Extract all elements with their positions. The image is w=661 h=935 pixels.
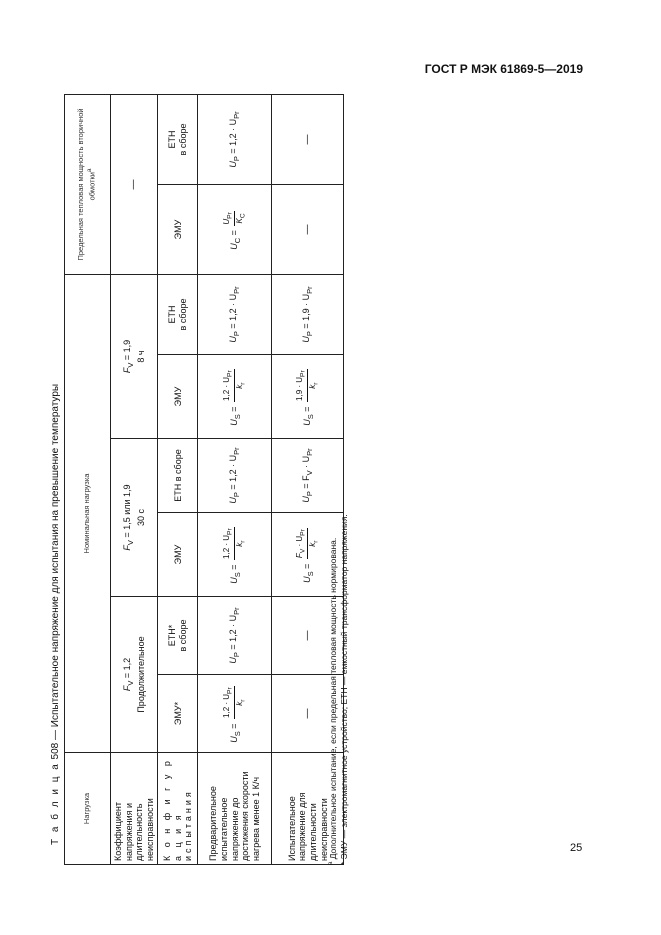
fv-symbol: F xyxy=(122,685,133,692)
sub-s: S xyxy=(233,572,243,578)
cell-dash-2: — xyxy=(272,597,344,675)
formula-uc xyxy=(198,184,272,274)
sub-pr: Pr xyxy=(226,212,234,219)
sym-u: U xyxy=(229,577,240,584)
fv19-value: = 1,9 xyxy=(122,339,133,363)
rhs-12: = 1,2 · U xyxy=(228,454,239,493)
num-12: 1,2 · U xyxy=(221,693,231,718)
cell-limit-factor: — xyxy=(111,94,158,274)
sub-c: C xyxy=(233,237,243,244)
cell-dash-3: — xyxy=(272,184,344,274)
fv19-duration: 8 ч xyxy=(135,350,146,363)
sub-c: C xyxy=(240,213,248,219)
sub-s: S xyxy=(233,731,243,737)
cfg-emu-2: ЭМУ xyxy=(158,513,198,597)
cfg-emu-star: ЭМУ* xyxy=(158,675,198,753)
sub-pr: Pr xyxy=(231,447,241,455)
cell-fv12 xyxy=(111,597,158,753)
den-k: k xyxy=(235,701,245,706)
sub-pr: Pr xyxy=(304,448,314,456)
header-limit-text: Предельная тепловая мощность вторичной обмотки xyxy=(76,108,97,261)
num-f: F xyxy=(294,553,304,559)
header-limit-sup: а xyxy=(86,168,94,173)
rhs-u: · U xyxy=(301,455,312,471)
num-19: 1,9 · U xyxy=(294,376,304,401)
eq: = xyxy=(302,403,313,415)
formula-us-12-a xyxy=(198,675,272,753)
sub-pr: Pr xyxy=(231,607,241,615)
den-k: k xyxy=(235,384,245,389)
formula-up-12-a xyxy=(198,597,272,675)
cell-dash-4: — xyxy=(272,94,344,184)
eq: = xyxy=(229,403,240,415)
fv12-value: = 1,2 xyxy=(122,657,133,681)
den-k: k xyxy=(308,542,318,547)
header-limit-power xyxy=(65,94,111,274)
table-row-config xyxy=(158,94,198,864)
sub-pr: Pr xyxy=(226,528,234,535)
sub-v: V xyxy=(299,548,307,554)
page-number: 25 xyxy=(570,842,583,854)
num-12: 1,2 · U xyxy=(221,376,231,401)
fv-sub: V xyxy=(125,362,135,368)
note-star: * ЭМУ — электромагнитное устройство; ЕТН — емкостный трансформатор напряжения. xyxy=(338,514,349,865)
header-load: Нагрузка xyxy=(65,753,111,865)
sub-pr: Pr xyxy=(231,286,241,294)
rhs-19: = 1,9 · U xyxy=(301,293,312,332)
note-a-mark: а xyxy=(328,861,335,865)
den-k: k xyxy=(235,542,245,547)
fv-symbol: F xyxy=(122,545,133,551)
caption-title: — Испытательное напряжение для испытания на превышение температуры xyxy=(50,383,61,743)
test-voltage-table xyxy=(64,94,344,865)
sub-p: P xyxy=(231,331,241,337)
table-caption xyxy=(50,105,61,845)
sym-u: U xyxy=(228,336,239,343)
cell-fv19 xyxy=(111,274,158,438)
sub-p: P xyxy=(304,491,314,497)
fv15-value: = 1,5 или 1,9 xyxy=(122,484,133,541)
fv12-duration: Продолжительное xyxy=(135,636,146,713)
note-a xyxy=(328,514,339,865)
sub-v: V xyxy=(304,470,314,476)
eq: = xyxy=(302,561,313,572)
sub-r: r xyxy=(313,540,321,543)
sym-u: U xyxy=(228,657,239,664)
rhs-12: = 1,2 · U xyxy=(228,293,239,332)
formula-us-19 xyxy=(272,355,344,439)
cfg-eth-3 xyxy=(158,274,198,354)
eq: = xyxy=(229,720,240,732)
caption-prefix: Т а б л и ц а xyxy=(50,762,61,845)
sub-s: S xyxy=(233,414,243,420)
den-kc: K xyxy=(235,218,245,224)
num-u: U xyxy=(221,218,231,225)
sub-pr: Pr xyxy=(299,370,307,377)
cell-dash-1: — xyxy=(272,675,344,753)
cfg-emu-3: ЭМУ xyxy=(158,355,198,439)
sym-u: U xyxy=(301,336,312,343)
sub-s: S xyxy=(306,414,316,420)
standard-number: ГОСТ Р МЭК 61869-5—2019 xyxy=(424,62,583,76)
cfg-eth-4 xyxy=(158,94,198,184)
sub-pr: Pr xyxy=(304,286,314,294)
cfg-eth-full: ЕТН в сборе xyxy=(158,439,198,513)
sub-r: r xyxy=(313,382,321,385)
sym-u: U xyxy=(228,161,239,168)
num-12: 1,2 · U xyxy=(221,534,231,559)
den-k: k xyxy=(308,384,318,389)
formula-up-12-d xyxy=(198,94,272,184)
sym-u: U xyxy=(302,419,313,426)
sym-u: U xyxy=(302,576,313,583)
note-a-text: Дополнительное испытание, если предельная тепловая мощность нормирована. xyxy=(328,537,338,862)
sub-p: P xyxy=(231,652,241,658)
sym-u: U xyxy=(229,243,240,250)
row-label-config: К о н ф и г у р а ц и я испытания xyxy=(158,753,198,865)
rhs-12: = 1,2 · U xyxy=(228,614,239,653)
table-row-factor xyxy=(111,94,158,864)
rhs-12: = 1,2 · U xyxy=(228,118,239,157)
formula-us-12-b xyxy=(198,513,272,597)
formula-us-12-c xyxy=(198,355,272,439)
num-u: · U xyxy=(294,535,304,549)
sub-r: r xyxy=(240,699,248,702)
sub-p: P xyxy=(231,156,241,162)
sym-u: U xyxy=(229,419,240,426)
fv-sub: V xyxy=(125,540,135,546)
cfg-eth-star xyxy=(158,597,198,675)
eq: = xyxy=(229,227,240,238)
sym-u: U xyxy=(228,497,239,504)
row-label-factor: Коэффициент напряжения и длительность неисправности xyxy=(111,753,158,865)
sub-pr: Pr xyxy=(299,529,307,536)
formula-up-12-b xyxy=(198,439,272,513)
rhs-fv: = F xyxy=(301,475,312,492)
cfg-eth-star-a: ЕТН* xyxy=(167,624,178,647)
sub-pr: Pr xyxy=(231,111,241,119)
fv15-duration: 30 с xyxy=(135,509,146,527)
sub-s: S xyxy=(306,571,316,577)
fv-sub: V xyxy=(125,680,135,686)
sub-pr: Pr xyxy=(226,687,234,694)
sub-r: r xyxy=(240,540,248,543)
formula-up-12-c xyxy=(198,274,272,354)
cfg-eth-a: ЕТН xyxy=(167,305,178,324)
cell-fv15 xyxy=(111,439,158,597)
formula-up-19 xyxy=(272,274,344,354)
row-label-preheat: Предварительное испытательное напряжение до достижения скорости нагрева менее 1 К/ч xyxy=(198,753,272,865)
header-nominal-load: Номинальная нагрузка xyxy=(65,274,111,752)
cfg-eth-b: в сборе xyxy=(177,298,188,331)
rotated-table-block xyxy=(50,95,349,865)
sub-p: P xyxy=(304,331,314,337)
cfg-eth-star-b: в сборе xyxy=(177,619,188,652)
table-header-row xyxy=(65,94,111,864)
caption-number: 508 xyxy=(50,742,61,760)
cfg-eth-b: в сборе xyxy=(177,123,188,156)
sym-u: U xyxy=(301,496,312,503)
formula-up-fv xyxy=(272,439,344,513)
fv-symbol: F xyxy=(122,367,133,374)
sym-u: U xyxy=(229,736,240,743)
row-label-test: Испытательное напряжение для длительности неисправности xyxy=(272,753,344,865)
cfg-eth-a: ЕТН xyxy=(167,130,178,149)
sub-r: r xyxy=(240,382,248,385)
cfg-emu-4: ЭМУ xyxy=(158,184,198,274)
sub-pr: Pr xyxy=(226,370,234,377)
eq: = xyxy=(229,561,240,573)
table-notes xyxy=(328,514,349,865)
table-row-preheat xyxy=(198,94,272,864)
sub-p: P xyxy=(231,492,241,498)
